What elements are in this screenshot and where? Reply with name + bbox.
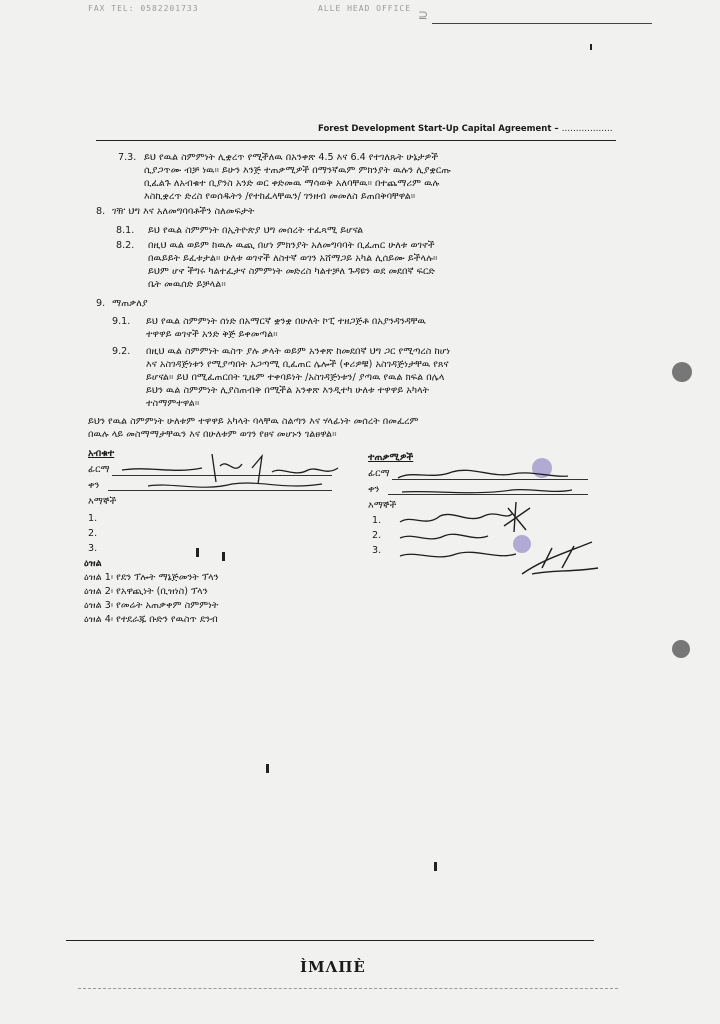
fax-header-left: FAX TEL: 0582201733 [88,4,199,13]
fax-scribble-icon: ⊇ [418,8,429,22]
clause-9-2-line-4: ይህን ዉል ስምምነት ሊያስጠብቅ በሚችል አንቀጽ እንዲተካ ሁለቱ ተዋዋይ አካላት [146,385,430,396]
left-signature-scribble [112,448,352,500]
left-witness-1: 1. [88,513,98,524]
clause-8-2-line-2: በዉይይት ይፈቱታል። ሁለቱ ወገኖች ለስተኛ ወገን አሸማጋይ አካል ሊሰይሙ ይችላሉ። [148,253,438,264]
clause-7-3-line-2: ሲያጋጥሙ ብቻ ነዉ። ይሁን እንጅ ተጠቃሚዎች በማንኛዉም ምክንያት ዉሉን ሊያቋርጡ [144,165,451,176]
clause-9-2-line-2: እና አስገዳጅነቱን የሚያጣበት አጋጣሚ ቢፈጠር ሌሎች (ቀሪዎቹ) አስገዳጅነታቸዉ የጸና [146,359,449,370]
running-title-dots: ……………… [561,124,613,134]
punch-hole-mark [672,362,692,382]
scan-mark [222,552,225,561]
clause-7-3-line-4: እስኪቋረጥ ድረስ የወሰዱትን /የተከፈላቸዉን/ ገንዘብ መመለስ ይጠበቅባቸዋል። [144,191,416,202]
clause-8-1-line-1: ይህ የዉል ስምምነት በኢትዮጵያ ህግ መሰረት ተፈጻሚ ይሆናል [148,225,364,236]
clause-9-2-line-3: ይሆናል። ይህ በሚፈጠርበት ጊዜም ተቀባይነት /አስገዳጅነቱን/ ያጣዉ የዉል ክፍል በሌላ [146,372,445,383]
right-witness-2: 2. [372,530,382,541]
right-sign-heading: ተጠቃሚዎች [368,452,414,463]
clause-8-title: ገዥ ህግ እና አለመግባባቶችን ስለመፍታት [112,206,255,217]
clause-9-2-line-5: ተስማምተዋል። [146,398,200,409]
clause-9-1-line-2: ተዋዋይ ወገኖች አንድ ቅጅ ይቀመጣል። [146,329,278,340]
scan-mark [196,548,199,557]
clause-7-3-line-3: ቢፈልጉ ለአብቁተ ቢያንስ አንድ ወር ቀድመዉ ማሳወቅ አለባቸዉ። በተጨማሪም ዉሉ [144,178,440,189]
clause-9-2-number: 9.2. [112,346,131,357]
scan-mark [266,764,269,773]
right-signature-scribbles [392,456,612,584]
left-witness-3: 3. [88,543,98,554]
closing-line-2: በዉሉ ላይ መስማማታቸዉን እና በሁለቱም ወገን የፀና መሆኑን ገልፀዋል። [88,429,337,440]
annex-title: ዕዝል [84,558,102,569]
running-title [318,124,613,134]
right-date-label: ቀን [368,484,380,495]
clause-7-3-number: 7.3. [118,152,137,163]
clause-8-2-line-4: ቤት መዉሰድ ይቻላል። [148,279,226,290]
left-date-label: ቀን [88,480,100,491]
left-sign-heading: አብቁተ [88,448,115,459]
right-witness-3: 3. [372,545,382,556]
fax-header [88,4,412,13]
clause-8-2-number: 8.2. [116,240,135,251]
annex-item-4: ዕዝል 4፡ የተደራጁ ቡድን የዉስጥ ደንብ [84,614,218,625]
clause-8-1-number: 8.1. [116,225,135,236]
clause-8-number: 8. [96,206,106,217]
running-title-text: Forest Development Start-Up Capital Agreement – [318,124,559,134]
clause-9-1-number: 9.1. [112,316,131,327]
footer-logo: ÌМΛΠÈ [300,958,366,976]
punch-hole-mark-2 [672,640,690,658]
clause-9-number: 9. [96,298,106,309]
scan-mark [434,862,437,871]
annex-item-2: ዕዝል 2፡ የአዋጪነት (ቢዝነስ) ፕላን [84,586,208,597]
right-witness-heading: እማኞች [368,500,397,511]
clause-9-1-line-1: ይህ የዉል ስምምነት ሰነድ በአማርኛ ቋንቋ በሁለት ኮፒ ተዘጋጅቶ በአያንዳንዳቸዉ [146,316,426,327]
clause-7-3-line-1: ይህ የዉል ስምምነት ሊቋረጥ የሚችለዉ በአንቀጽ 4.5 እና 6.4 የተገለጹት ሁኔታዎች [144,152,439,163]
header-rule [96,140,616,141]
clause-9-title: ማጠቃለያ [112,298,148,309]
annex-item-3: ዕዝል 3፡ የመሬት አጠቃቀም ስምምነት [84,600,219,611]
clause-9-2-line-1: በዚህ ዉል ስምምነት ዉስጥ ያሉ ቃላት ወይም አንቀጽ ከመደበኛ ህግ ጋር የሚጣረስ ከሆነ [146,346,451,357]
scan-mark [590,44,592,50]
left-witness-heading: እማኞች [88,496,117,507]
fax-header-right: ALLE HEAD OFFICE [318,4,412,13]
annex-item-1: ዕዝል 1፡ የደን ፕሎት ማኔጅመንት ፕላን [84,572,219,583]
closing-line-1: ይህን የዉል ስምምነት ሁለቱም ተዋዋይ አካላት ባላቸዉ ስልጣን እና ሃላፊነት መሰረት በመፈረም [88,416,419,427]
right-witness-1: 1. [372,515,382,526]
left-name-label: ፊርማ [88,464,110,475]
top-line [432,23,652,24]
clause-8-2-line-1: በዚህ ዉል ወይም ከዉሉ ዉጪ በሆነ ምክንያት አለመግባባት ቢፈጠር ሁለቱ ወገኖች [148,240,435,251]
footer-rule [66,940,594,941]
right-name-label: ፊርማ [368,468,390,479]
footer-dashed-rule [78,988,618,989]
left-witness-2: 2. [88,528,98,539]
clause-8-2-line-3: ይህም ሆኖ ችግሩ ካልተፈታና ስምምነት መድረስ ካልተቻለ ጉዳዩን ወደ መደበኛ ፍርድ [148,266,435,277]
